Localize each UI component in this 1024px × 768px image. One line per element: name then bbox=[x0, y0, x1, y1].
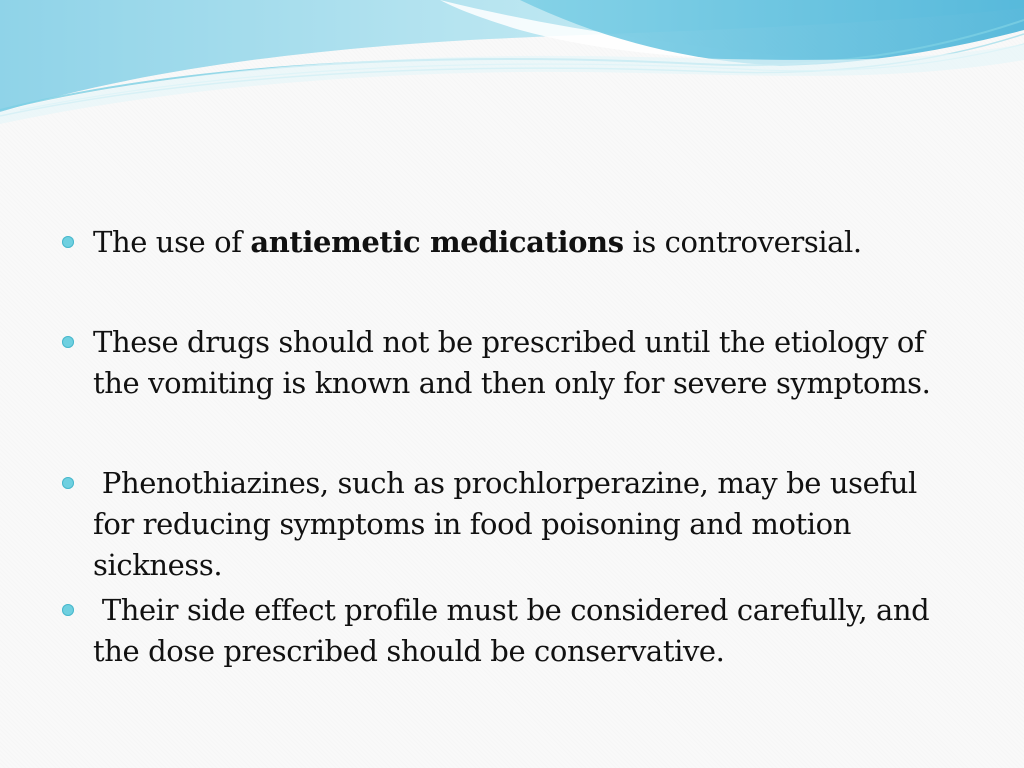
bullet-text-bold: antiemetic medications bbox=[250, 225, 624, 259]
circle-bullet-icon bbox=[62, 336, 74, 348]
bullet-text: Phenothiazines, such as prochlorperazine, may be useful for reducing symptoms in food poisoning and motion sickness. bbox=[93, 466, 926, 582]
circle-bullet-icon bbox=[62, 477, 74, 489]
header-wave-decoration bbox=[0, 0, 1024, 130]
bullet-list bbox=[62, 222, 962, 672]
bullet-text: These drugs should not be prescribed until the etiology of the vomiting is known and then only for severe symptoms. bbox=[93, 325, 931, 400]
circle-bullet-icon bbox=[62, 604, 74, 616]
bullet-text: Their side effect profile must be considered carefully, and the dose prescribed should be conservative. bbox=[93, 593, 939, 668]
bullet-item bbox=[62, 222, 962, 263]
bullet-text-after: is controversial. bbox=[623, 225, 862, 259]
bullet-item bbox=[62, 322, 962, 404]
circle-bullet-icon bbox=[62, 236, 74, 248]
bullet-item bbox=[62, 590, 962, 672]
bullet-item bbox=[62, 463, 962, 586]
bullet-text-before: The use of bbox=[93, 225, 251, 259]
